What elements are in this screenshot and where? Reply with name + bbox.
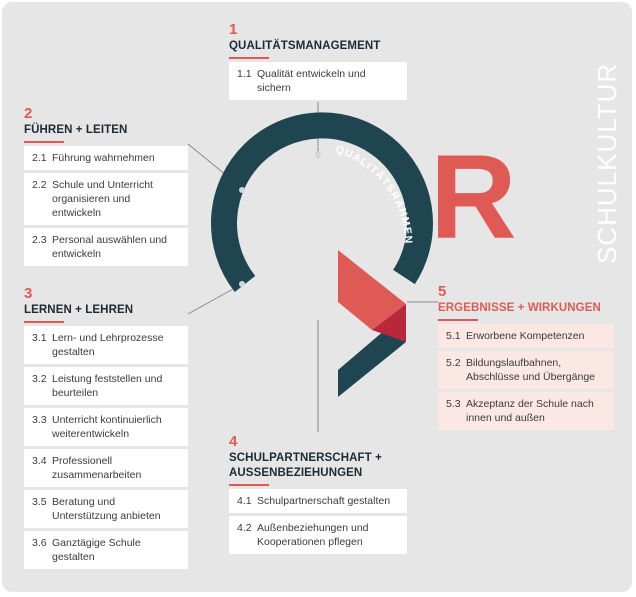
item-number: 2.2 xyxy=(32,179,47,191)
section-3 xyxy=(24,286,188,572)
item-number: 3.5 xyxy=(32,496,47,508)
list-item xyxy=(438,392,614,430)
ring-dot-left xyxy=(239,187,245,193)
item-text: Professionell zusammenarbeiten xyxy=(52,455,142,481)
section-4 xyxy=(229,434,407,557)
list-item xyxy=(24,490,188,528)
item-number: 5.1 xyxy=(446,330,461,342)
item-text: Akzeptanz der Schule nach innen und außen xyxy=(466,398,594,424)
list-item xyxy=(24,146,188,170)
logo-letter: R xyxy=(430,130,517,264)
q-ring xyxy=(224,125,420,284)
list-item xyxy=(438,351,614,389)
item-number: 3.1 xyxy=(32,332,47,344)
item-text: Beratung und Unterstützung anbieten xyxy=(52,496,161,522)
list-item xyxy=(24,408,188,446)
section-2 xyxy=(24,106,188,269)
item-text: Schule und Unterricht organisieren und entwickeln xyxy=(52,179,153,219)
item-text: Erworbene Kompetenzen xyxy=(466,330,585,342)
item-text: Außenbeziehungen und Kooperationen pflegen xyxy=(257,522,369,548)
qualitaetsrahmen-diagram xyxy=(2,2,632,592)
item-number: 3.4 xyxy=(32,455,47,467)
section-number: 5 xyxy=(438,283,447,300)
list-item xyxy=(229,489,407,513)
list-item xyxy=(438,324,614,348)
section-underline xyxy=(229,57,269,59)
item-text: Ganztägige Schule gestalten xyxy=(52,537,141,563)
section-title: ERGEBNISSE + WIRKUNGEN xyxy=(438,302,601,314)
section-title: SCHULPARTNERSCHAFT + AUSSENBEZIEHUNGEN xyxy=(229,452,382,479)
section-number: 3 xyxy=(24,285,33,302)
item-text: Leistung feststellen und beurteilen xyxy=(52,373,163,399)
section-underline xyxy=(438,319,478,321)
item-number: 4.2 xyxy=(237,522,252,534)
item-text: Unterricht kontinuierlich weiterentwickeln xyxy=(52,414,162,440)
section-number: 1 xyxy=(229,21,238,38)
section-5 xyxy=(438,284,614,433)
list-item xyxy=(24,173,188,225)
item-number: 2.3 xyxy=(32,234,47,246)
section-underline xyxy=(24,141,64,143)
list-item xyxy=(24,326,188,364)
item-number: 3.2 xyxy=(32,373,47,385)
item-text: Lern- und Lehrprozesse gestalten xyxy=(52,332,164,358)
item-number: 2.1 xyxy=(32,152,47,164)
section-title: FÜHREN + LEITEN xyxy=(24,124,128,136)
section-number: 4 xyxy=(229,433,238,450)
list-item xyxy=(24,449,188,487)
section-underline xyxy=(24,321,64,323)
item-text: Personal auswählen und entwickeln xyxy=(52,234,167,260)
list-item xyxy=(24,367,188,405)
section-number: 2 xyxy=(24,105,33,122)
item-number: 3.3 xyxy=(32,414,47,426)
list-item xyxy=(229,516,407,554)
ring-dot-top xyxy=(315,151,321,157)
section-1 xyxy=(229,22,407,103)
item-text: Bildungslaufbahnen, Abschlüsse und Übergänge xyxy=(466,357,596,383)
list-item xyxy=(229,62,407,100)
list-item xyxy=(24,531,188,569)
section-title: LERNEN + LEHREN xyxy=(24,304,134,316)
ring-label: QUALITÄTSRAHMEN xyxy=(333,143,415,245)
item-text: Schulpartnerschaft gestalten xyxy=(257,495,391,507)
item-number: 1.1 xyxy=(237,68,252,80)
item-text: Qualität entwickeln und sichern xyxy=(257,68,366,94)
section-underline xyxy=(229,484,269,486)
item-text: Führung wahrnehmen xyxy=(52,152,155,164)
section-title: QUALITÄTSMANAGEMENT xyxy=(229,40,381,52)
item-number: 3.6 xyxy=(32,537,47,549)
item-number: 4.1 xyxy=(237,495,252,507)
vertical-label: SCHULKULTUR xyxy=(592,62,622,264)
item-number: 5.3 xyxy=(446,398,461,410)
list-item xyxy=(24,228,188,266)
ring-dot-bottom-left xyxy=(239,281,245,287)
item-number: 5.2 xyxy=(446,357,461,369)
